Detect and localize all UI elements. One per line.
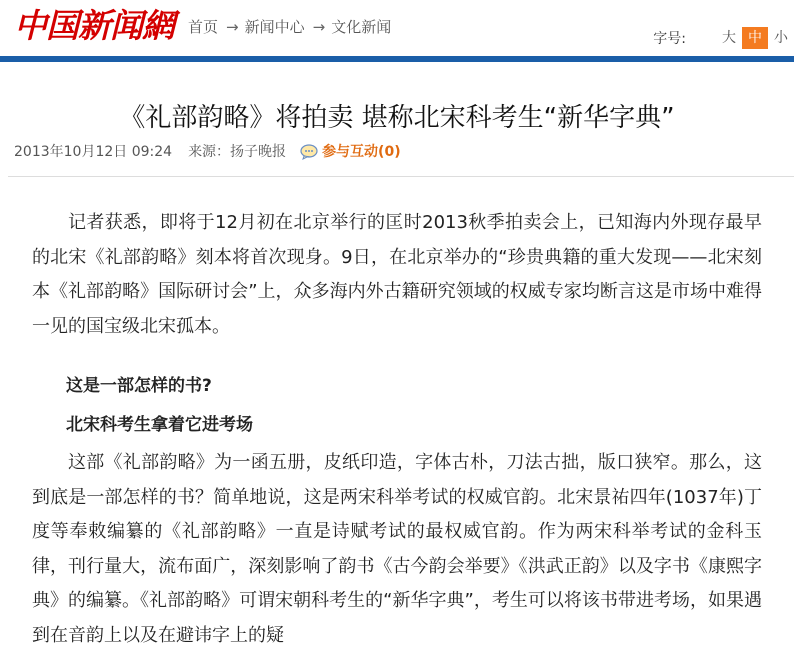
publish-date: 2013年10月12日 09:24 (14, 144, 173, 160)
breadcrumb-home[interactable]: 首页 (188, 18, 219, 36)
font-size-large-button[interactable]: 大 (722, 30, 736, 46)
subheading-exam: 北宋科考生拿着它进考场 (66, 414, 253, 435)
article-meta (14, 142, 401, 162)
font-size-medium-button[interactable]: 中 (742, 27, 768, 49)
font-size-label: 字号: (653, 31, 686, 47)
article-title: 《礼部韵略》将拍卖 堪称北宋科考生“新华字典” (119, 103, 675, 134)
meta-divider (8, 176, 794, 177)
paragraph-intro: 记者获悉，即将于12月初在北京举行的匡时2013秋季拍卖会上，已知海内外现存最早的北宋《礼部韵略》刻本将首次现身。9日，在北京举办的“珍贵典籍的重大发现——北宋刻本《礼部韵略》国际研讨会”上，众多海内外古籍研究领域的权威专家均断言这是市场中难得一见的国宝级北宋孤本。 (32, 212, 762, 337)
article-source: 来源：扬子晚报 (188, 144, 287, 160)
breadcrumb-arrow-icon: → (312, 18, 326, 36)
subheading-question: 这是一部怎样的书? (66, 376, 212, 396)
interact-link[interactable] (300, 142, 401, 162)
breadcrumb-arrow-icon: → (226, 18, 239, 36)
article-body (32, 206, 762, 653)
site-header (0, 0, 794, 56)
breadcrumb (188, 17, 393, 37)
comment-bubble-icon (300, 144, 320, 160)
font-size-switcher (653, 27, 794, 49)
interact-label[interactable]: 参与互动(0) (322, 144, 401, 160)
site-logo[interactable]: 中国新闻網 (14, 6, 174, 45)
breadcrumb-news-center[interactable]: 新闻中心 (244, 18, 305, 36)
header-divider (0, 56, 794, 62)
paragraph-body: 这部《礼部韵略》为一函五册，皮纸印造，字体古朴，刀法古拙，版口狭窄。那么，这到底是一部怎样的书？简单地说，这是两宋科举考试的权威官韵。北宋景祐四年(1037年)丁度等奉敕编纂的《礼部韵略》一直是诗赋考试的最权威官韵。作为两宋科举考试的金科玉律，刊行量大，流布面广，深刻影响了韵书《古今韵会举要》《洪武正韵》以及字书《康熙字典》的编纂。《礼部韵略》可谓宋朝科考生的“新华字典”，考生可以将该书带进考场，如果遇到在音韵上以及在避讳字上的疑 (32, 452, 762, 646)
breadcrumb-culture-news[interactable]: 文化新闻 (331, 18, 392, 36)
font-size-small-button[interactable]: 小 (774, 30, 788, 46)
